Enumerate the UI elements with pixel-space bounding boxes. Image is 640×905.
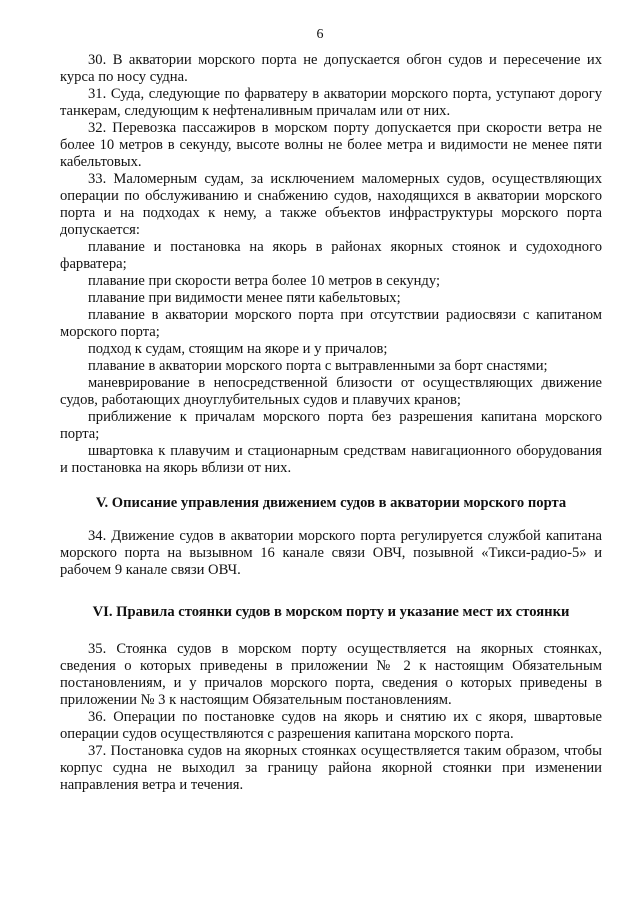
paragraph-33: 33. Маломерным судам, за исключением маломерных судов, осуществляющих операции по обслуживанию и снабжению судов, находящихся в акватории морского порта и на подходах к нему, а также объектов инфраструктуры морского порта допускается: <box>60 171 602 238</box>
list-item: плавание при скорости ветра более 10 метров в секунду; <box>88 273 441 289</box>
list-item: плавание и постановка на якорь в районах якорных стоянок и судоходного фарватера; <box>60 239 602 272</box>
paragraph-37: 37. Постановка судов на якорных стоянках осуществляется таким образом, чтобы корпус судна не выходил за границу района якорной стоянки при изменении направления ветра и течения. <box>60 743 602 793</box>
list-item: плавание в акватории морского порта при отсутствии радиосвязи с капитаном морского порта; <box>60 307 602 340</box>
section-5-heading: V. Описание управления движением судов в акватории морского порта <box>95 495 567 511</box>
paragraph-35: 35. Стоянка судов в морском порту осуществляется на якорных стоянках, сведения о которых приведены в приложении № 2 к настоящим Обязательным постановлениям, и у причалов морского порта, сведения о которых приведены в приложении № 3 к настоящим Обязательным постановлениям. <box>60 641 602 708</box>
list-item: плавание в акватории морского порта с вытравленными за борт снастями; <box>88 358 548 374</box>
list-item: приближение к причалам морского порта без разрешения капитана морского порта; <box>60 409 602 442</box>
page-number: 6 <box>316 27 324 42</box>
document-body <box>60 52 602 794</box>
list-item: швартовка к плавучим и стационарным средствам навигационного оборудования и постановка на якорь вблизи от них. <box>60 443 602 476</box>
list-item: маневрирование в непосредственной близости от осуществляющих движение судов, работающих дноуглубительных судов и плавучих кранов; <box>60 375 602 408</box>
paragraph-31: 31. Суда, следующие по фарватеру в акватории морского порта, уступают дорогу танкерам, следующим к нефтеналивным причалам или от них. <box>60 86 602 119</box>
list-item: плавание при видимости менее пяти кабельтовых; <box>88 290 401 306</box>
list-item: подход к судам, стоящим на якоре и у причалов; <box>88 341 388 357</box>
paragraph-32: 32. Перевозка пассажиров в морском порту допускается при скорости ветра не более 10 метров в секунду, высоте волны не более метра и видимости не менее пяти кабельтовых. <box>60 120 602 170</box>
paragraph-34: 34. Движение судов в акватории морского порта регулируется службой капитана морского порта на вызывном 16 канале связи ОВЧ, позывной «Тикси-радио-5» и рабочем 9 канале связи ОВЧ. <box>60 528 602 578</box>
section-6-heading: VI. Правила стоянки судов в морском порту и указание мест их стоянки <box>92 604 570 620</box>
paragraph-36: 36. Операции по постановке судов на якорь и снятию их с якоря, швартовые операции судов осуществляются с разрешения капитана морского порта. <box>60 709 602 742</box>
paragraph-30: 30. В акватории морского порта не допускается обгон судов и пересечение их курса по носу судна. <box>60 52 602 85</box>
